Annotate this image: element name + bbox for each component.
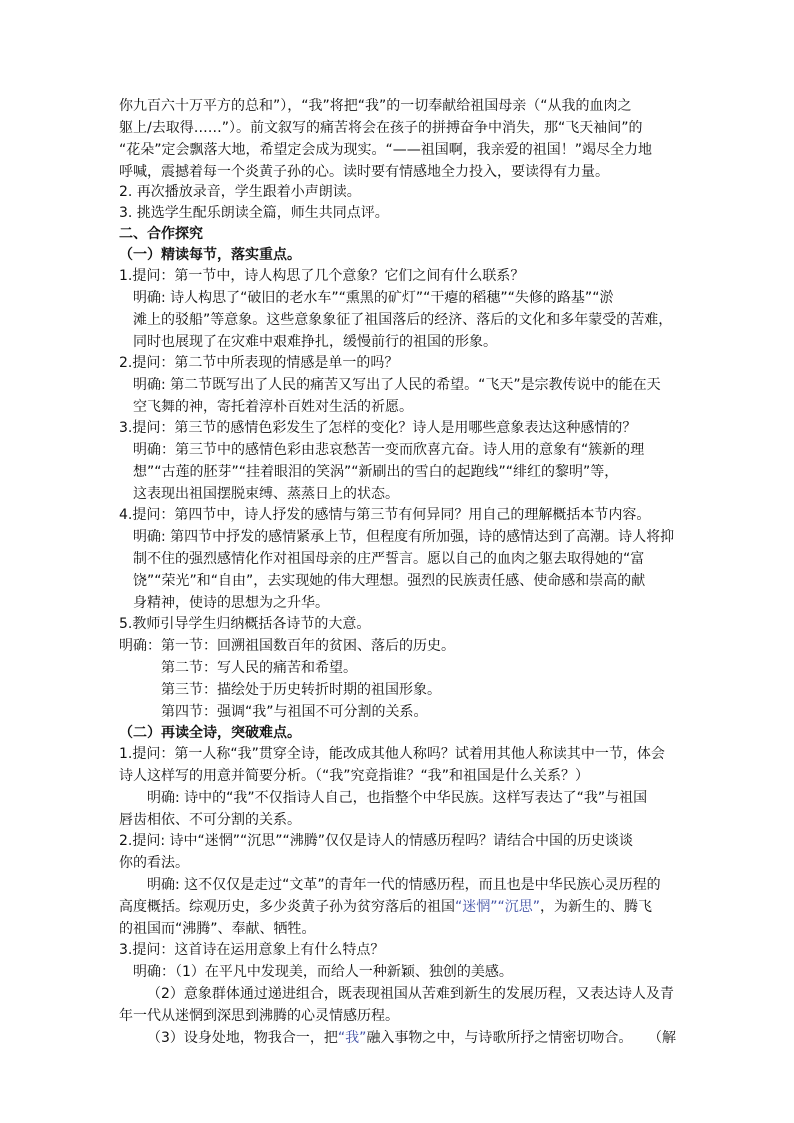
section-title: 二、合作探究 xyxy=(119,226,203,242)
p1-q3-question: 3.提问：第三节的感情色彩发生了怎样的变化？诗人是用哪些意象表达这种感情的？ xyxy=(119,420,637,436)
p1-q5-answer-3: 第三节：描绘处于历史转折时期的祖国形象。 xyxy=(161,682,441,698)
p2-q1-answer-2: 唇齿相依、不可分割的关系。 xyxy=(119,812,301,828)
p1-q1-answer-3: 同时也展现了在灾难中艰难挣扎，缓慢前行的祖国的形象。 xyxy=(133,334,497,350)
p1-q4-question: 4.提问：第四节中，诗人抒发的感情与第三节有何异同？用自己的理解概括本节内容。 xyxy=(119,507,651,523)
p1-q2-answer-1: 明确: 第二节既写出了人民的痛苦又写出了人民的希望。“飞天”是宗教传说中的能在天 xyxy=(133,377,661,393)
part2-title: （二）再读全诗，突破难点。 xyxy=(119,725,301,741)
p2-q3-answer-4-text: （3）设身处地，物我合一，把 xyxy=(147,1030,338,1046)
p1-q4-answer-4: 身精神，使诗的思想为之升华。 xyxy=(133,595,329,611)
p2-q2-answer-1: 明确: 这不仅仅是走过“文革”的青年一代的情感历程，而且也是中华民族心灵历程的 xyxy=(147,877,661,893)
p1-q1-answer-2: 滩上的驳船”等意象。这些意象象征了祖国落后的经济、落后的文化和多年蒙受的苦难， xyxy=(133,312,673,328)
p1-q5-answer-2: 第二节：写人民的痛苦和希望。 xyxy=(161,660,357,676)
p2-q1-answer-1: 明确: 诗中的“我”不仅指诗人自己，也指整个中华民族。这样写表达了“我”与祖国 xyxy=(147,790,648,806)
p1-q2-answer-2: 空飞舞的神，寄托着淳朴百姓对生活的祈愿。 xyxy=(133,399,413,415)
p1-q1-question: 1.提问：第一节中，诗人构思了几个意象？它们之间有什么联系？ xyxy=(119,268,525,284)
p2-q2-answer-2 xyxy=(119,896,652,918)
p2-q2-question-1: 2.提问: 诗中“迷惘”“沉思”“沸腾”仅仅是诗人的情感历程吗？请结合中国的历史谈谈 xyxy=(119,833,634,849)
p1-q5-question: 5.教师引导学生归纳概括各诗节的大意。 xyxy=(119,616,371,632)
p2-q1-question-2: 诗人这样写的用意并简要分析。（“我”究竟指谁？“我”和祖国是什么关系？） xyxy=(119,768,590,784)
p1-q3-answer-2: 想”“古莲的胚芽”“挂着眼泪的笑涡”“新刷出的雪白的起跑线”“绯红的黎明”等， xyxy=(133,464,619,480)
p1-q4-answer-2: 制不住的强烈感情化作对祖国母亲的庄严誓言。愿以自己的血肉之躯去取得她的“富 xyxy=(133,551,645,567)
intro-line-1: 你九百六十万平方的总和”），“我”将把“我”的一切奉献给祖国母亲（“从我的血肉之 xyxy=(119,98,632,114)
p2-q2-highlight: “迷惘”“沉思” xyxy=(455,899,541,915)
p1-q4-answer-1: 明确: 第四节中抒发的感情紧承上节，但程度有所加强，诗的感情达到了高潮。诗人将抑 xyxy=(133,529,675,545)
part1-title: （一）精读每节，落实重点。 xyxy=(119,247,301,263)
p2-q2-answer-2-end: ，为新生的、腾飞 xyxy=(540,899,653,915)
p2-q3-answer-4-tail: （解 xyxy=(648,1030,676,1046)
intro-line-2: 躯上/去取得……”）。前文叙写的痛苦将会在孩子的拼搏奋争中消失，那“飞天袖间”的 xyxy=(119,120,643,136)
p2-q2-question-2: 你的看法。 xyxy=(119,855,189,871)
intro-line-4: 呼喊，震撼着每一个炎黄子孙的心。读时要有情感地全力投入，要读得有力量。 xyxy=(119,164,609,180)
p2-q3-answer-4-end: 融入事物之中，与诗歌所抒之情密切吻合。 xyxy=(366,1030,633,1046)
p1-q3-answer-1: 明确：第三节中的感情色彩由悲哀愁苦一变而欣喜亢奋。诗人用的意象有“簇新的理 xyxy=(133,442,645,458)
step-2: 2. 再次播放录音，学生跟着小声朗读。 xyxy=(119,184,361,200)
p1-q2-question: 2.提问：第二节中所表现的情感是单一的吗？ xyxy=(119,355,399,371)
p2-q2-answer-2-text: 高度概括。综观历史，多少炎黄子孙为贫穷落后的祖国 xyxy=(119,899,455,915)
p1-q4-answer-3: 饶”“荣光”和“自由”，去实现她的伟大理想。强烈的民族责任感、使命感和崇高的献 xyxy=(133,573,646,589)
p2-q3-question: 3.提问：这首诗在运用意象上有什么特点？ xyxy=(119,942,385,958)
p2-q3-highlight: “我” xyxy=(337,1030,367,1046)
step-3: 3. 挑选学生配乐朗读全篇，师生共同点评。 xyxy=(119,205,389,221)
p2-q3-answer-1: 明确：（1）在平凡中发现美，而给人一种新颖、独创的美感。 xyxy=(133,964,513,980)
p1-q3-answer-3: 这表现出祖国摆脱束缚、蒸蒸日上的状态。 xyxy=(133,486,399,502)
p2-q1-question-1: 1.提问：第一人称“我”贯穿全诗，能改成其他人称吗？试着用其他人称读其中一节，体会 xyxy=(119,746,665,762)
p1-q5-answer-1: 明确：第一节：回溯祖国数百年的贫困、落后的历史。 xyxy=(119,638,455,654)
p2-q3-answer-2: （2）意象群体通过递进组合，既表现祖国从苦难到新生的发展历程，又表达诗人及青 xyxy=(147,986,674,1002)
p2-q3-answer-4 xyxy=(147,1027,632,1049)
p1-q1-answer-1: 明确: 诗人构思了“破旧的老水车”“熏黑的矿灯”“干瘪的稻穗”“失修的路基”“淤 xyxy=(133,290,614,306)
p1-q5-answer-4: 第四节：强调“我”与祖国不可分割的关系。 xyxy=(161,704,428,720)
intro-line-3: “花朵”定会飘落大地，希望定会成为现实。“——祖国啊，我亲爱的祖国！”竭尽全力地 xyxy=(119,142,653,158)
p2-q3-answer-3: 年一代从迷惘到深思到沸腾的心灵情感历程。 xyxy=(119,1008,399,1024)
p2-q2-answer-3: 的祖国而“沸腾”、奉献、牺牲。 xyxy=(119,921,316,937)
